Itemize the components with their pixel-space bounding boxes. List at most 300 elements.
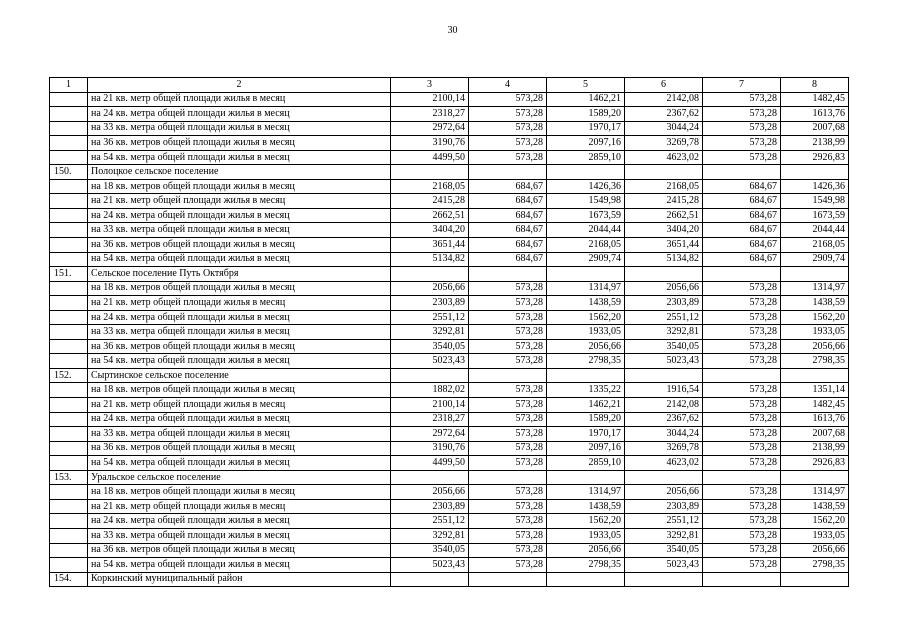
value-cell: 3540,05 <box>391 339 469 354</box>
table-row <box>50 354 849 369</box>
value-cell: 573,28 <box>703 310 781 325</box>
value-cell: 2367,62 <box>625 412 703 427</box>
section-title: Полоцкое сельское поселение <box>88 165 391 180</box>
value-cell: 2415,28 <box>391 194 469 209</box>
value-cell: 573,28 <box>703 558 781 573</box>
value-cell: 3651,44 <box>625 238 703 253</box>
table-row <box>50 528 849 543</box>
value-cell: 573,28 <box>469 383 547 398</box>
row-label: на 33 кв. метра общей площади жилья в месяц <box>88 528 391 543</box>
section-title: Уральское сельское поселение <box>88 470 391 485</box>
value-cell: 2318,27 <box>391 107 469 122</box>
row-label: на 36 кв. метров общей площади жилья в месяц <box>88 543 391 558</box>
value-cell: 573,28 <box>469 136 547 151</box>
column-header: 3 <box>391 78 469 93</box>
value-cell: 4623,02 <box>625 150 703 165</box>
row-label: на 24 кв. метра общей площади жилья в месяц <box>88 412 391 427</box>
value-cell: 2056,66 <box>547 543 625 558</box>
table-row <box>50 179 849 194</box>
table-row <box>50 92 849 107</box>
value-cell: 573,28 <box>469 121 547 136</box>
value-cell <box>703 267 781 282</box>
value-cell: 2926,83 <box>781 150 849 165</box>
value-cell: 3190,76 <box>391 441 469 456</box>
value-cell: 5023,43 <box>625 558 703 573</box>
value-cell: 3651,44 <box>391 238 469 253</box>
value-cell: 684,67 <box>703 238 781 253</box>
value-cell: 3292,81 <box>391 528 469 543</box>
row-number <box>50 296 88 311</box>
row-number: 153. <box>50 470 88 485</box>
value-cell: 1970,17 <box>547 121 625 136</box>
value-cell: 2168,05 <box>625 179 703 194</box>
value-cell <box>781 267 849 282</box>
value-cell <box>391 470 469 485</box>
value-cell: 573,28 <box>469 281 547 296</box>
value-cell: 2798,35 <box>781 558 849 573</box>
row-number <box>50 238 88 253</box>
value-cell: 573,28 <box>703 485 781 500</box>
value-cell: 573,28 <box>469 150 547 165</box>
value-cell <box>625 368 703 383</box>
value-cell: 573,28 <box>703 427 781 442</box>
table-row <box>50 150 849 165</box>
value-cell <box>703 572 781 587</box>
value-cell: 2044,44 <box>781 223 849 238</box>
header-row <box>50 78 849 93</box>
value-cell: 2551,12 <box>625 514 703 529</box>
section-row <box>50 368 849 383</box>
column-header: 5 <box>547 78 625 93</box>
value-cell: 573,28 <box>469 325 547 340</box>
value-cell: 1549,98 <box>547 194 625 209</box>
row-number <box>50 150 88 165</box>
row-label: на 18 кв. метров общей площади жилья в месяц <box>88 485 391 500</box>
table-row <box>50 281 849 296</box>
value-cell: 2318,27 <box>391 412 469 427</box>
row-label: на 36 кв. метров общей площади жилья в месяц <box>88 441 391 456</box>
row-number <box>50 485 88 500</box>
table-row <box>50 427 849 442</box>
value-cell: 573,28 <box>703 354 781 369</box>
row-label: на 33 кв. метра общей площади жилья в месяц <box>88 121 391 136</box>
value-cell: 2303,89 <box>391 296 469 311</box>
value-cell: 684,67 <box>469 252 547 267</box>
row-number <box>50 339 88 354</box>
section-row <box>50 267 849 282</box>
table-row <box>50 514 849 529</box>
value-cell: 573,28 <box>469 412 547 427</box>
value-cell: 2926,83 <box>781 456 849 471</box>
value-cell <box>781 165 849 180</box>
value-cell <box>625 165 703 180</box>
column-header: 2 <box>88 78 391 93</box>
value-cell: 2007,68 <box>781 121 849 136</box>
value-cell <box>391 368 469 383</box>
value-cell: 5134,82 <box>625 252 703 267</box>
row-label: на 36 кв. метров общей площади жилья в месяц <box>88 238 391 253</box>
value-cell: 2303,89 <box>625 296 703 311</box>
table-row <box>50 456 849 471</box>
value-cell: 1613,76 <box>781 107 849 122</box>
value-cell: 2097,16 <box>547 441 625 456</box>
value-cell: 3404,20 <box>391 223 469 238</box>
value-cell: 1562,20 <box>781 514 849 529</box>
value-cell: 1314,97 <box>547 281 625 296</box>
row-label: на 54 кв. метра общей площади жилья в месяц <box>88 558 391 573</box>
row-label: на 36 кв. метров общей площади жилья в месяц <box>88 136 391 151</box>
value-cell: 2056,66 <box>625 485 703 500</box>
value-cell: 2142,08 <box>625 398 703 413</box>
value-cell: 2056,66 <box>781 339 849 354</box>
value-cell: 2100,14 <box>391 398 469 413</box>
value-cell: 573,28 <box>469 499 547 514</box>
table-row <box>50 296 849 311</box>
value-cell: 684,67 <box>469 194 547 209</box>
value-cell: 2168,05 <box>391 179 469 194</box>
row-label: на 54 кв. метра общей площади жилья в месяц <box>88 456 391 471</box>
row-number <box>50 194 88 209</box>
value-cell: 3292,81 <box>625 325 703 340</box>
row-label: на 24 кв. метра общей площади жилья в месяц <box>88 107 391 122</box>
value-cell: 684,67 <box>469 179 547 194</box>
row-number <box>50 398 88 413</box>
value-cell: 1314,97 <box>781 281 849 296</box>
value-cell: 573,28 <box>469 558 547 573</box>
value-cell: 1933,05 <box>781 325 849 340</box>
value-cell: 2551,12 <box>391 310 469 325</box>
value-cell: 2909,74 <box>547 252 625 267</box>
column-header: 6 <box>625 78 703 93</box>
value-cell: 1351,14 <box>781 383 849 398</box>
value-cell: 2972,64 <box>391 121 469 136</box>
value-cell: 1462,21 <box>547 398 625 413</box>
value-cell: 2100,14 <box>391 92 469 107</box>
value-cell: 1673,59 <box>781 208 849 223</box>
value-cell: 573,28 <box>469 310 547 325</box>
value-cell: 2168,05 <box>781 238 849 253</box>
value-cell: 2097,16 <box>547 136 625 151</box>
value-cell: 5023,43 <box>625 354 703 369</box>
value-cell: 3190,76 <box>391 136 469 151</box>
value-cell: 2007,68 <box>781 427 849 442</box>
value-cell: 2972,64 <box>391 427 469 442</box>
section-title: Сыртинское сельское поселение <box>88 368 391 383</box>
tariff-table <box>49 77 849 587</box>
value-cell: 1613,76 <box>781 412 849 427</box>
value-cell <box>469 572 547 587</box>
table-row <box>50 558 849 573</box>
value-cell: 573,28 <box>469 354 547 369</box>
value-cell: 3540,05 <box>391 543 469 558</box>
table-row <box>50 499 849 514</box>
value-cell <box>703 368 781 383</box>
value-cell: 3269,78 <box>625 136 703 151</box>
value-cell: 3540,05 <box>625 339 703 354</box>
value-cell: 1335,22 <box>547 383 625 398</box>
column-header: 8 <box>781 78 849 93</box>
value-cell: 2056,66 <box>391 281 469 296</box>
value-cell: 684,67 <box>469 223 547 238</box>
value-cell: 2859,10 <box>547 150 625 165</box>
value-cell: 5023,43 <box>391 354 469 369</box>
value-cell: 573,28 <box>469 528 547 543</box>
table-row <box>50 412 849 427</box>
table-row <box>50 441 849 456</box>
value-cell <box>625 470 703 485</box>
value-cell <box>703 470 781 485</box>
value-cell: 573,28 <box>703 92 781 107</box>
table-row <box>50 485 849 500</box>
value-cell: 573,28 <box>703 398 781 413</box>
value-cell: 2056,66 <box>625 281 703 296</box>
value-cell <box>391 165 469 180</box>
section-row <box>50 165 849 180</box>
value-cell: 3292,81 <box>391 325 469 340</box>
row-label: на 24 кв. метра общей площади жилья в месяц <box>88 514 391 529</box>
row-number <box>50 558 88 573</box>
value-cell: 573,28 <box>469 398 547 413</box>
value-cell: 1482,45 <box>781 398 849 413</box>
row-number <box>50 92 88 107</box>
value-cell: 3044,24 <box>625 427 703 442</box>
table-row <box>50 107 849 122</box>
value-cell: 1673,59 <box>547 208 625 223</box>
row-label: на 18 кв. метров общей площади жилья в месяц <box>88 179 391 194</box>
row-number <box>50 427 88 442</box>
value-cell: 684,67 <box>703 194 781 209</box>
table-row <box>50 252 849 267</box>
value-cell: 573,28 <box>469 92 547 107</box>
row-number <box>50 281 88 296</box>
value-cell: 1562,20 <box>547 310 625 325</box>
value-cell: 573,28 <box>469 296 547 311</box>
value-cell: 2138,99 <box>781 136 849 151</box>
row-number: 151. <box>50 267 88 282</box>
value-cell: 2142,08 <box>625 92 703 107</box>
value-cell: 3269,78 <box>625 441 703 456</box>
table-row <box>50 325 849 340</box>
value-cell <box>625 572 703 587</box>
row-number <box>50 136 88 151</box>
value-cell: 2168,05 <box>547 238 625 253</box>
value-cell: 573,28 <box>703 121 781 136</box>
row-number <box>50 310 88 325</box>
row-label: на 21 кв. метр общей площади жилья в месяц <box>88 398 391 413</box>
value-cell: 3404,20 <box>625 223 703 238</box>
value-cell: 573,28 <box>469 543 547 558</box>
section-title: Сельское поселение Путь Октября <box>88 267 391 282</box>
value-cell: 573,28 <box>469 441 547 456</box>
value-cell: 3044,24 <box>625 121 703 136</box>
table-row <box>50 310 849 325</box>
row-label: на 33 кв. метра общей площади жилья в месяц <box>88 427 391 442</box>
value-cell: 1970,17 <box>547 427 625 442</box>
value-cell: 2798,35 <box>547 558 625 573</box>
value-cell: 4499,50 <box>391 456 469 471</box>
value-cell: 2138,99 <box>781 441 849 456</box>
row-number <box>50 252 88 267</box>
value-cell: 573,28 <box>703 514 781 529</box>
row-label: на 54 кв. метра общей площади жилья в месяц <box>88 354 391 369</box>
row-number <box>50 179 88 194</box>
value-cell: 2044,44 <box>547 223 625 238</box>
value-cell <box>781 470 849 485</box>
value-cell <box>469 267 547 282</box>
column-header: 4 <box>469 78 547 93</box>
value-cell: 1589,20 <box>547 107 625 122</box>
value-cell: 1438,59 <box>547 296 625 311</box>
value-cell: 684,67 <box>703 208 781 223</box>
value-cell: 573,28 <box>703 296 781 311</box>
value-cell: 573,28 <box>703 499 781 514</box>
value-cell: 2056,66 <box>547 339 625 354</box>
column-header: 1 <box>50 78 88 93</box>
row-number: 152. <box>50 368 88 383</box>
value-cell: 1562,20 <box>547 514 625 529</box>
value-cell: 2662,51 <box>391 208 469 223</box>
table-row <box>50 223 849 238</box>
value-cell: 573,28 <box>703 136 781 151</box>
value-cell: 1933,05 <box>547 528 625 543</box>
value-cell: 2303,89 <box>625 499 703 514</box>
value-cell <box>547 572 625 587</box>
value-cell: 684,67 <box>703 223 781 238</box>
row-label: на 24 кв. метра общей площади жилья в месяц <box>88 310 391 325</box>
value-cell <box>547 165 625 180</box>
row-number <box>50 412 88 427</box>
value-cell: 3540,05 <box>625 543 703 558</box>
value-cell: 2551,12 <box>625 310 703 325</box>
value-cell: 573,28 <box>469 514 547 529</box>
value-cell <box>781 572 849 587</box>
row-number <box>50 528 88 543</box>
value-cell <box>391 267 469 282</box>
table-row <box>50 121 849 136</box>
table-row <box>50 208 849 223</box>
value-cell: 573,28 <box>703 441 781 456</box>
value-cell: 2551,12 <box>391 514 469 529</box>
row-number <box>50 354 88 369</box>
value-cell: 1549,98 <box>781 194 849 209</box>
table-row <box>50 339 849 354</box>
value-cell: 573,28 <box>703 543 781 558</box>
value-cell: 5134,82 <box>391 252 469 267</box>
table-row <box>50 136 849 151</box>
value-cell: 573,28 <box>469 456 547 471</box>
value-cell <box>547 470 625 485</box>
column-header: 7 <box>703 78 781 93</box>
value-cell: 2859,10 <box>547 456 625 471</box>
value-cell: 1426,36 <box>781 179 849 194</box>
row-number <box>50 456 88 471</box>
value-cell: 2056,66 <box>391 485 469 500</box>
row-number: 154. <box>50 572 88 587</box>
row-label: на 33 кв. метра общей площади жилья в месяц <box>88 325 391 340</box>
value-cell: 1482,45 <box>781 92 849 107</box>
table-row <box>50 383 849 398</box>
value-cell <box>547 368 625 383</box>
row-number <box>50 499 88 514</box>
value-cell <box>703 165 781 180</box>
section-row <box>50 470 849 485</box>
row-label: на 21 кв. метр общей площади жилья в месяц <box>88 92 391 107</box>
row-number <box>50 208 88 223</box>
value-cell: 573,28 <box>703 383 781 398</box>
row-number <box>50 383 88 398</box>
value-cell: 2367,62 <box>625 107 703 122</box>
row-number <box>50 514 88 529</box>
value-cell <box>469 165 547 180</box>
table-row <box>50 543 849 558</box>
value-cell: 573,28 <box>469 339 547 354</box>
value-cell: 1933,05 <box>781 528 849 543</box>
row-number: 150. <box>50 165 88 180</box>
value-cell <box>469 368 547 383</box>
row-label: на 21 кв. метр общей площади жилья в месяц <box>88 296 391 311</box>
value-cell: 1314,97 <box>781 485 849 500</box>
row-label: на 54 кв. метра общей площади жилья в месяц <box>88 150 391 165</box>
value-cell: 1916,54 <box>625 383 703 398</box>
value-cell <box>469 470 547 485</box>
row-label: на 18 кв. метров общей площади жилья в месяц <box>88 281 391 296</box>
row-number <box>50 543 88 558</box>
value-cell: 573,28 <box>703 281 781 296</box>
value-cell: 2662,51 <box>625 208 703 223</box>
table-row <box>50 238 849 253</box>
value-cell: 573,28 <box>703 412 781 427</box>
value-cell: 4623,02 <box>625 456 703 471</box>
row-label: на 54 кв. метра общей площади жилья в месяц <box>88 252 391 267</box>
value-cell: 1314,97 <box>547 485 625 500</box>
value-cell: 1438,59 <box>547 499 625 514</box>
value-cell: 1438,59 <box>781 499 849 514</box>
row-number <box>50 325 88 340</box>
value-cell: 573,28 <box>469 427 547 442</box>
value-cell: 573,28 <box>469 485 547 500</box>
value-cell: 684,67 <box>703 179 781 194</box>
value-cell: 1589,20 <box>547 412 625 427</box>
row-label: на 36 кв. метров общей площади жилья в месяц <box>88 339 391 354</box>
value-cell: 2909,74 <box>781 252 849 267</box>
value-cell: 1933,05 <box>547 325 625 340</box>
value-cell <box>547 267 625 282</box>
value-cell: 1426,36 <box>547 179 625 194</box>
value-cell: 2303,89 <box>391 499 469 514</box>
table-row <box>50 398 849 413</box>
value-cell <box>391 572 469 587</box>
table-row <box>50 194 849 209</box>
row-label: на 24 кв. метра общей площади жилья в месяц <box>88 208 391 223</box>
value-cell: 573,28 <box>703 456 781 471</box>
table-body <box>50 78 849 587</box>
value-cell: 1438,59 <box>781 296 849 311</box>
value-cell: 573,28 <box>703 528 781 543</box>
value-cell: 573,28 <box>703 107 781 122</box>
section-title: Коркинский муниципальный район <box>88 572 391 587</box>
value-cell: 2798,35 <box>781 354 849 369</box>
row-label: на 21 кв. метр общей площади жилья в месяц <box>88 499 391 514</box>
row-label: на 33 кв. метра общей площади жилья в месяц <box>88 223 391 238</box>
value-cell: 573,28 <box>703 339 781 354</box>
value-cell: 1462,21 <box>547 92 625 107</box>
row-label: на 18 кв. метров общей площади жилья в месяц <box>88 383 391 398</box>
value-cell: 684,67 <box>703 252 781 267</box>
value-cell <box>625 267 703 282</box>
value-cell: 684,67 <box>469 208 547 223</box>
row-number <box>50 107 88 122</box>
value-cell: 684,67 <box>469 238 547 253</box>
